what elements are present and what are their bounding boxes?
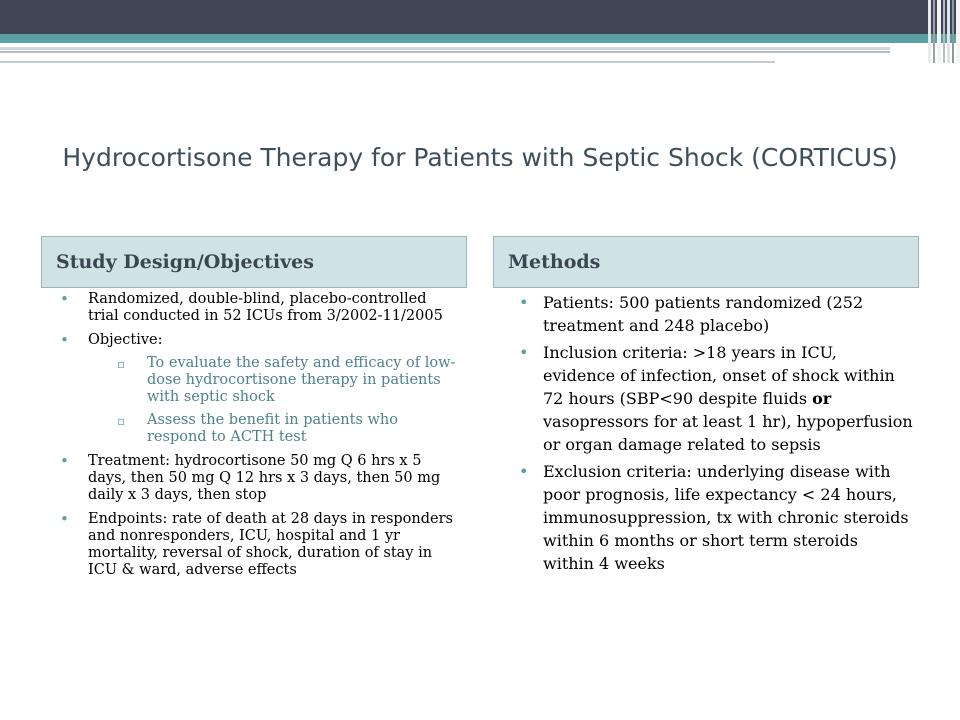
inclusion-text-pre: Inclusion criteria: >18 years in ICU, evidence of infection, onset of shock within 72 hours (SBP<90 despite fluids xyxy=(543,343,895,408)
decorative-vertical-stripes xyxy=(928,0,960,63)
sub-list-item xyxy=(88,412,460,446)
top-decorative-bar xyxy=(0,0,960,34)
decorative-rule-short xyxy=(0,61,775,63)
teal-accent-band xyxy=(0,34,960,43)
list-item xyxy=(60,291,460,325)
list-item xyxy=(513,341,913,456)
methods-list xyxy=(513,291,913,579)
objective-sublist xyxy=(88,355,460,446)
list-item xyxy=(60,453,460,504)
list-item xyxy=(60,332,460,446)
list-item-text: Endpoints: rate of death at 28 days in responders and nonresponders, ICU, hospital and 1 yr mortality, reversal of shock, duration of stay in ICU & ward, adverse effects xyxy=(88,511,453,578)
list-item-text: Objective: xyxy=(88,332,163,348)
sub-list-item-text: To evaluate the safety and efficacy of low-dose hydrocortisone therapy in patients with septic shock xyxy=(147,355,456,405)
study-design-header: Study Design/Objectives xyxy=(41,236,467,288)
list-item-text: Patients: 500 patients randomized (252 treatment and 248 placebo) xyxy=(543,293,864,335)
list-item xyxy=(60,511,460,579)
list-item-text: Exclusion criteria: underlying disease with poor prognosis, life expectancy < 24 hours, immunosuppression, tx with chronic steroids within 6 months or short term steroids within 4 weeks xyxy=(543,462,909,573)
inclusion-bold-or: or xyxy=(812,389,832,408)
methods-header: Methods xyxy=(493,236,919,288)
sub-list-item xyxy=(88,355,460,406)
slide-title: Hydrocortisone Therapy for Patients with Septic Shock (CORTICUS) xyxy=(62,143,898,172)
decorative-rule xyxy=(0,47,890,50)
sub-list-item-text: Assess the benefit in patients who respond to ACTH test xyxy=(147,412,398,445)
list-item xyxy=(513,291,913,337)
decorative-rule xyxy=(0,51,890,53)
list-item xyxy=(513,460,913,575)
inclusion-text-post: vasopressors for at least 1 hr), hypoperfusion or organ damage related to sepsis xyxy=(543,412,913,454)
list-item-text: Treatment: hydrocortisone 50 mg Q 6 hrs x 5 days, then 50 mg Q 12 hrs x 3 days, then 50 mg daily x 3 days, then stop xyxy=(88,453,441,503)
study-design-list xyxy=(60,291,460,586)
list-item-text: Randomized, double-blind, placebo-controlled trial conducted in 52 ICUs from 3/2002-11/2005 xyxy=(88,291,443,324)
